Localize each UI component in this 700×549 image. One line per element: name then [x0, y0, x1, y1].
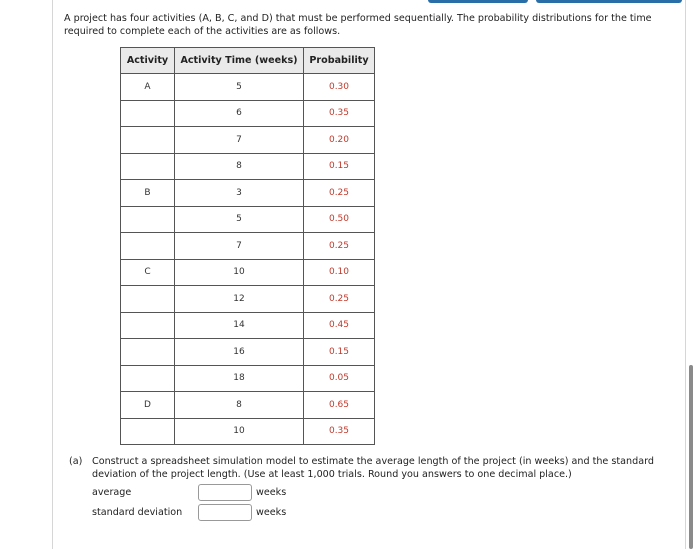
average-unit: weeks: [256, 487, 287, 498]
activity-time-cell: 7: [175, 233, 304, 260]
activity-cell: [121, 100, 175, 127]
table-row: [121, 286, 375, 313]
activity-time-cell: 18: [175, 365, 304, 392]
probability-cell: 0.25: [304, 286, 375, 313]
table-header-row: [121, 48, 375, 74]
activity-time-cell: 6: [175, 100, 304, 127]
table-row: [121, 153, 375, 180]
average-label: average: [92, 487, 132, 498]
probability-cell: 0.05: [304, 365, 375, 392]
activity-time-cell: 8: [175, 153, 304, 180]
standard-deviation-unit: weeks: [256, 507, 287, 518]
probability-cell: 0.10: [304, 259, 375, 286]
activity-cell: [121, 365, 175, 392]
activity-cell: [121, 233, 175, 260]
table-row: [121, 180, 375, 207]
activity-cell: A: [121, 74, 175, 101]
activity-cell: [121, 127, 175, 154]
activity-cell: B: [121, 180, 175, 207]
activity-cell: D: [121, 392, 175, 419]
probability-cell: 0.25: [304, 180, 375, 207]
probability-distribution-table: [120, 47, 375, 445]
part-a-text: Construct a spreadsheet simulation model to estimate the average length of the project (in weeks) and the standard deviation of the project length. (Use at least 1,000 trials. Round you answers to one decimal place.): [92, 456, 654, 480]
table-row: [121, 127, 375, 154]
activity-cell: [121, 418, 175, 445]
scrollbar-thumb[interactable]: [689, 365, 693, 549]
activity-cell: [121, 206, 175, 233]
probability-cell: 0.25: [304, 233, 375, 260]
probability-cell: 0.45: [304, 312, 375, 339]
standard-deviation-input[interactable]: [198, 504, 252, 521]
probability-cell: 0.15: [304, 339, 375, 366]
activity-time-cell: 5: [175, 74, 304, 101]
activity-time-cell: 16: [175, 339, 304, 366]
activity-time-cell: 3: [175, 180, 304, 207]
activity-cell: [121, 312, 175, 339]
table-row: [121, 312, 375, 339]
table-row: [121, 418, 375, 445]
problem-intro: A project has four activities (A, B, C, and D) that must be performed sequentially. The probability distributions for the time required to complete each of the activities are as follows.: [64, 13, 652, 37]
probability-cell: 0.50: [304, 206, 375, 233]
activity-cell: [121, 286, 175, 313]
activity-cell: [121, 153, 175, 180]
probability-cell: 0.20: [304, 127, 375, 154]
average-row: [92, 484, 392, 502]
standard-deviation-row: [92, 504, 392, 522]
activity-time-cell: 5: [175, 206, 304, 233]
activity-cell: C: [121, 259, 175, 286]
activity-time-cell: 12: [175, 286, 304, 313]
probability-cell: 0.65: [304, 392, 375, 419]
activity-time-cell: 14: [175, 312, 304, 339]
header-activity: Activity: [121, 48, 175, 74]
table-row: [121, 206, 375, 233]
table-row: [121, 392, 375, 419]
table-row: [121, 233, 375, 260]
probability-cell: 0.30: [304, 74, 375, 101]
activity-time-cell: 10: [175, 418, 304, 445]
table-row: [121, 365, 375, 392]
table-row: [121, 339, 375, 366]
average-input[interactable]: [198, 484, 252, 501]
probability-cell: 0.15: [304, 153, 375, 180]
activity-time-cell: 7: [175, 127, 304, 154]
header-activity-time: Activity Time (weeks): [175, 48, 304, 74]
activity-time-cell: 10: [175, 259, 304, 286]
activity-time-cell: 8: [175, 392, 304, 419]
probability-cell: 0.35: [304, 418, 375, 445]
header-probability: Probability: [304, 48, 375, 74]
table-row: [121, 100, 375, 127]
probability-cell: 0.35: [304, 100, 375, 127]
standard-deviation-label: standard deviation: [92, 507, 183, 518]
part-a-label: (a): [69, 456, 83, 467]
table-row: [121, 74, 375, 101]
table-row: [121, 259, 375, 286]
activity-cell: [121, 339, 175, 366]
